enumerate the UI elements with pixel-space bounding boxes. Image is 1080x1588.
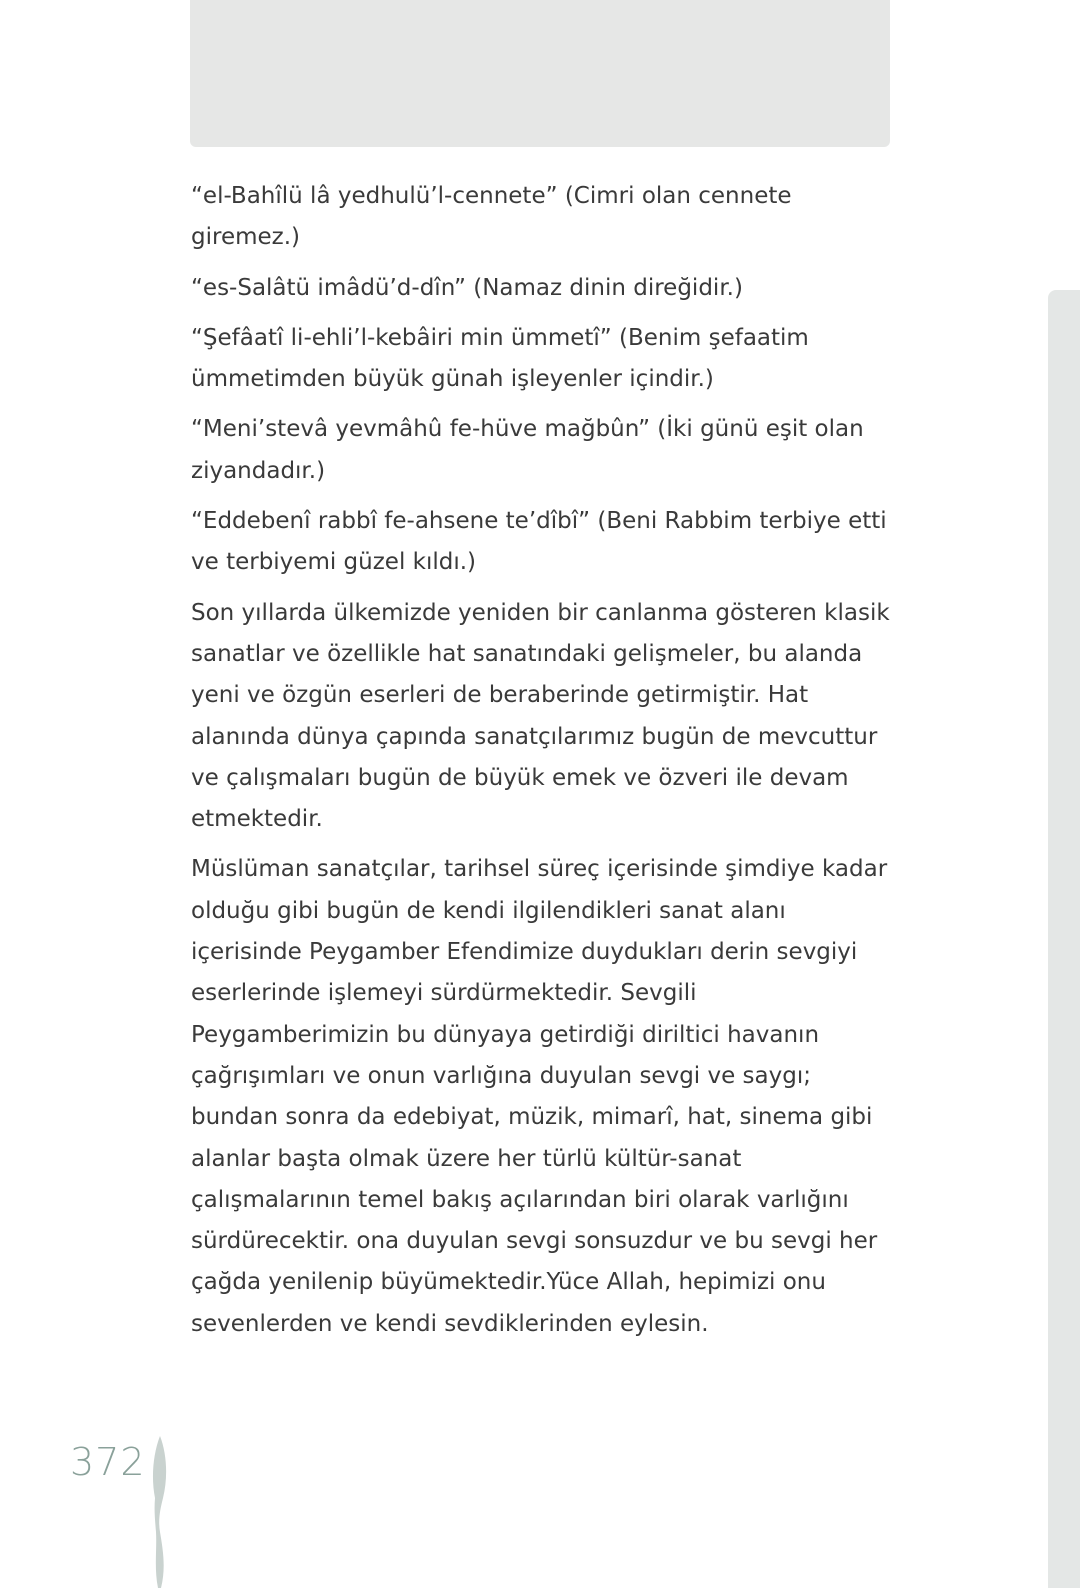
side-band [1048, 290, 1080, 1588]
quote-paragraph: “Eddebenî rabbî fe-ahsene te’dîbî” (Beni Rabbim terbiye etti ve terbiyemi güzel kıldı.) [191, 508, 887, 576]
page-number: 372 [70, 1440, 146, 1484]
quote-paragraph: “el-Bahîlü lâ yedhulü’l-cennete” (Cimri olan cennete giremez.) [191, 183, 792, 251]
quote-paragraph: “Şefâatî li-ehli’l-kebâiri min ümmetî” (Benim şefaatim ümmetimden büyük günah işleyenler içindir.) [191, 324, 809, 393]
quote-paragraph: “Meni’stevâ yevmâhû fe-hüve mağbûn” (İki günü eşit olan ziyandadır.) [191, 416, 864, 484]
body-paragraph: Müslüman sanatçılar, tarihsel süreç içerisinde şimdiye kadar olduğu gibi bugün de kendi ilgilendikleri sanat alanı içerisinde Peygamber Efendimize duydukları derin sevgiyi eserlerinde işlemeyi sürdürmektedir. Sevgili Peygamberimizin bu dünyaya getirdiği diriltici havanın çağrışımları ve onun varlığına duyulan sevgi ve saygı; bundan sonra da edebiyat, müzik, mimarî, hat, sinema gibi alanlar başta olmak üzere her türlü kültür-sanat çalışmalarının temel bakış açılarından biri olarak varlığını sürdürecektir. ona duyulan sevgi sonsuzdur ve bu sevgi her çağda yenilenip büyümektedir.Yüce Allah, hepimizi onu sevenlerden ve kendi sevdiklerinden eylesin. [191, 856, 888, 1337]
body-text [191, 176, 897, 1354]
ornament-icon [148, 1436, 172, 1588]
body-paragraph: Son yıllarda ülkemizde yeniden bir canlanma gösteren klasik sanatlar ve özellikle hat sanatındaki gelişmeler, bu alanda yeni ve özgün eserleri de beraberinde getirmiştir. Hat alanında dünya çapında sanatçılarımız bugün de mevcuttur ve çalışmaları bugün de büyük emek ve özveri ile devam etmektedir. [191, 599, 890, 833]
top-image-placeholder [190, 0, 890, 147]
quote-paragraph: “es-Salâtü imâdü’d-dîn” (Namaz dinin direğidir.) [191, 274, 743, 301]
